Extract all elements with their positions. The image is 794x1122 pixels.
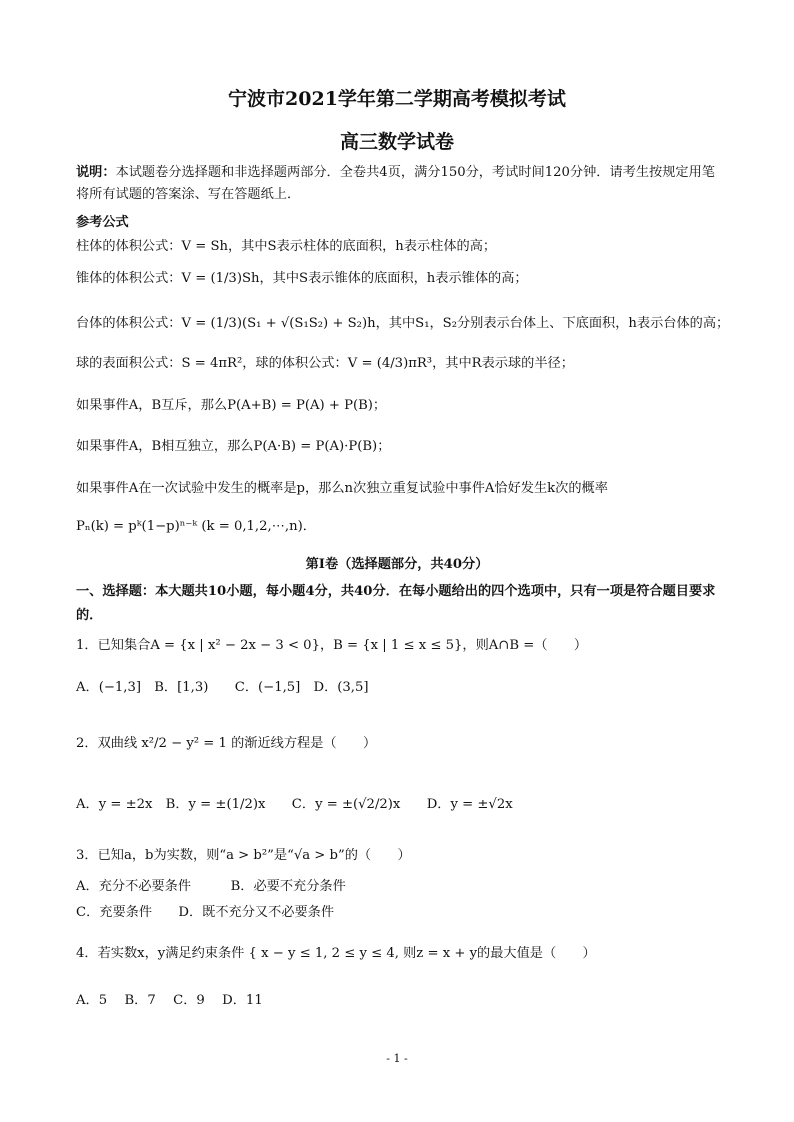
question-3-options-row-2: C．充要条件 D．既不充分又不必要条件 — [76, 905, 335, 920]
formula-prism-volume: 柱体的体积公式：V = Sh，其中S表示柱体的底面积，h表示柱体的高； — [76, 239, 497, 254]
question-1-stem: 1．已知集合A = {x | x² − 2x − 3 < 0}，B = {x | 1 ≤ x ≤ 5}，则A∩B =（ ） — [76, 638, 588, 653]
page-number: - 1 - — [386, 1052, 408, 1065]
question-4-options: A．5 B．7 C．9 D．11 — [76, 993, 263, 1008]
section-title: 第Ⅰ卷（选择题部分，共40分） — [305, 557, 489, 572]
question-3-options-row-1: A．充分不必要条件 B．必要不充分条件 — [76, 879, 346, 894]
formulas-heading: 参考公式 — [76, 215, 129, 230]
formula-frustum-volume: 台体的体积公式：V = (1/3)(S₁ + √(S₁S₂) + S₂)h，其中S₁，S₂分别表示台体上、下底面积，h表示台体的高； — [76, 316, 730, 331]
formula-binomial: Pₙ(k) = pᵏ(1−p)ⁿ⁻ᵏ (k = 0,1,2,⋯,n)． — [76, 519, 316, 534]
exam-title: 宁波市2021学年第二学期高考模拟考试 — [228, 88, 566, 110]
exam-subtitle: 高三数学试卷 — [339, 131, 454, 153]
question-2-stem: 2．双曲线 x²/2 − y² = 1 的渐近线方程是（ ） — [76, 736, 377, 751]
formula-binomial-intro: 如果事件A在一次试验中发生的概率是p，那么n次独立重复试验中事件A恰好发生k次的概率 — [76, 481, 608, 496]
instructions-label: 说明： — [76, 165, 116, 180]
question-4-stem: 4．若实数x，y满足约束条件 { x − y ≤ 1, 2 ≤ y ≤ 4, 则z = x + y的最大值是（ ） — [76, 946, 596, 961]
question-3-stem: 3．已知a，b为实数，则“a > b²”是“√a > b”的（ ） — [76, 848, 411, 863]
instructions-text: 本试题卷分选择题和非选择题两部分．全卷共4页，满分150分，考试时间120分钟．请考生按规定用笔将所有试题的答案涂、写在答题纸上． — [76, 165, 715, 202]
formula-exclusive-events: 如果事件A，B互斥，那么P(A+B) = P(A) + P(B)； — [76, 398, 387, 413]
formula-sphere: 球的表面积公式：S = 4πR²，球的体积公式：V = (4/3)πR³，其中R表示球的半径； — [76, 356, 574, 371]
formula-independent-events: 如果事件A，B相互独立，那么P(A·B) = P(A)·P(B)； — [76, 439, 391, 454]
instructions — [76, 162, 724, 206]
question-1-options: A．(−1,3] B．[1,3) C．(−1,5] D．(3,5] — [76, 680, 369, 695]
question-2-options: A．y = ±2x B．y = ±(1/2)x C．y = ±(√2/2)x D．y = ±√2x — [76, 797, 513, 812]
section-heading: 一、选择题：本大题共10小题，每小题4分，共40分．在每小题给出的四个选项中，只有一项是符合题目要求的． — [76, 584, 716, 623]
formula-pyramid-volume: 锥体的体积公式：V = (1/3)Sh，其中S表示锥体的底面积，h表示锥体的高； — [76, 271, 528, 286]
